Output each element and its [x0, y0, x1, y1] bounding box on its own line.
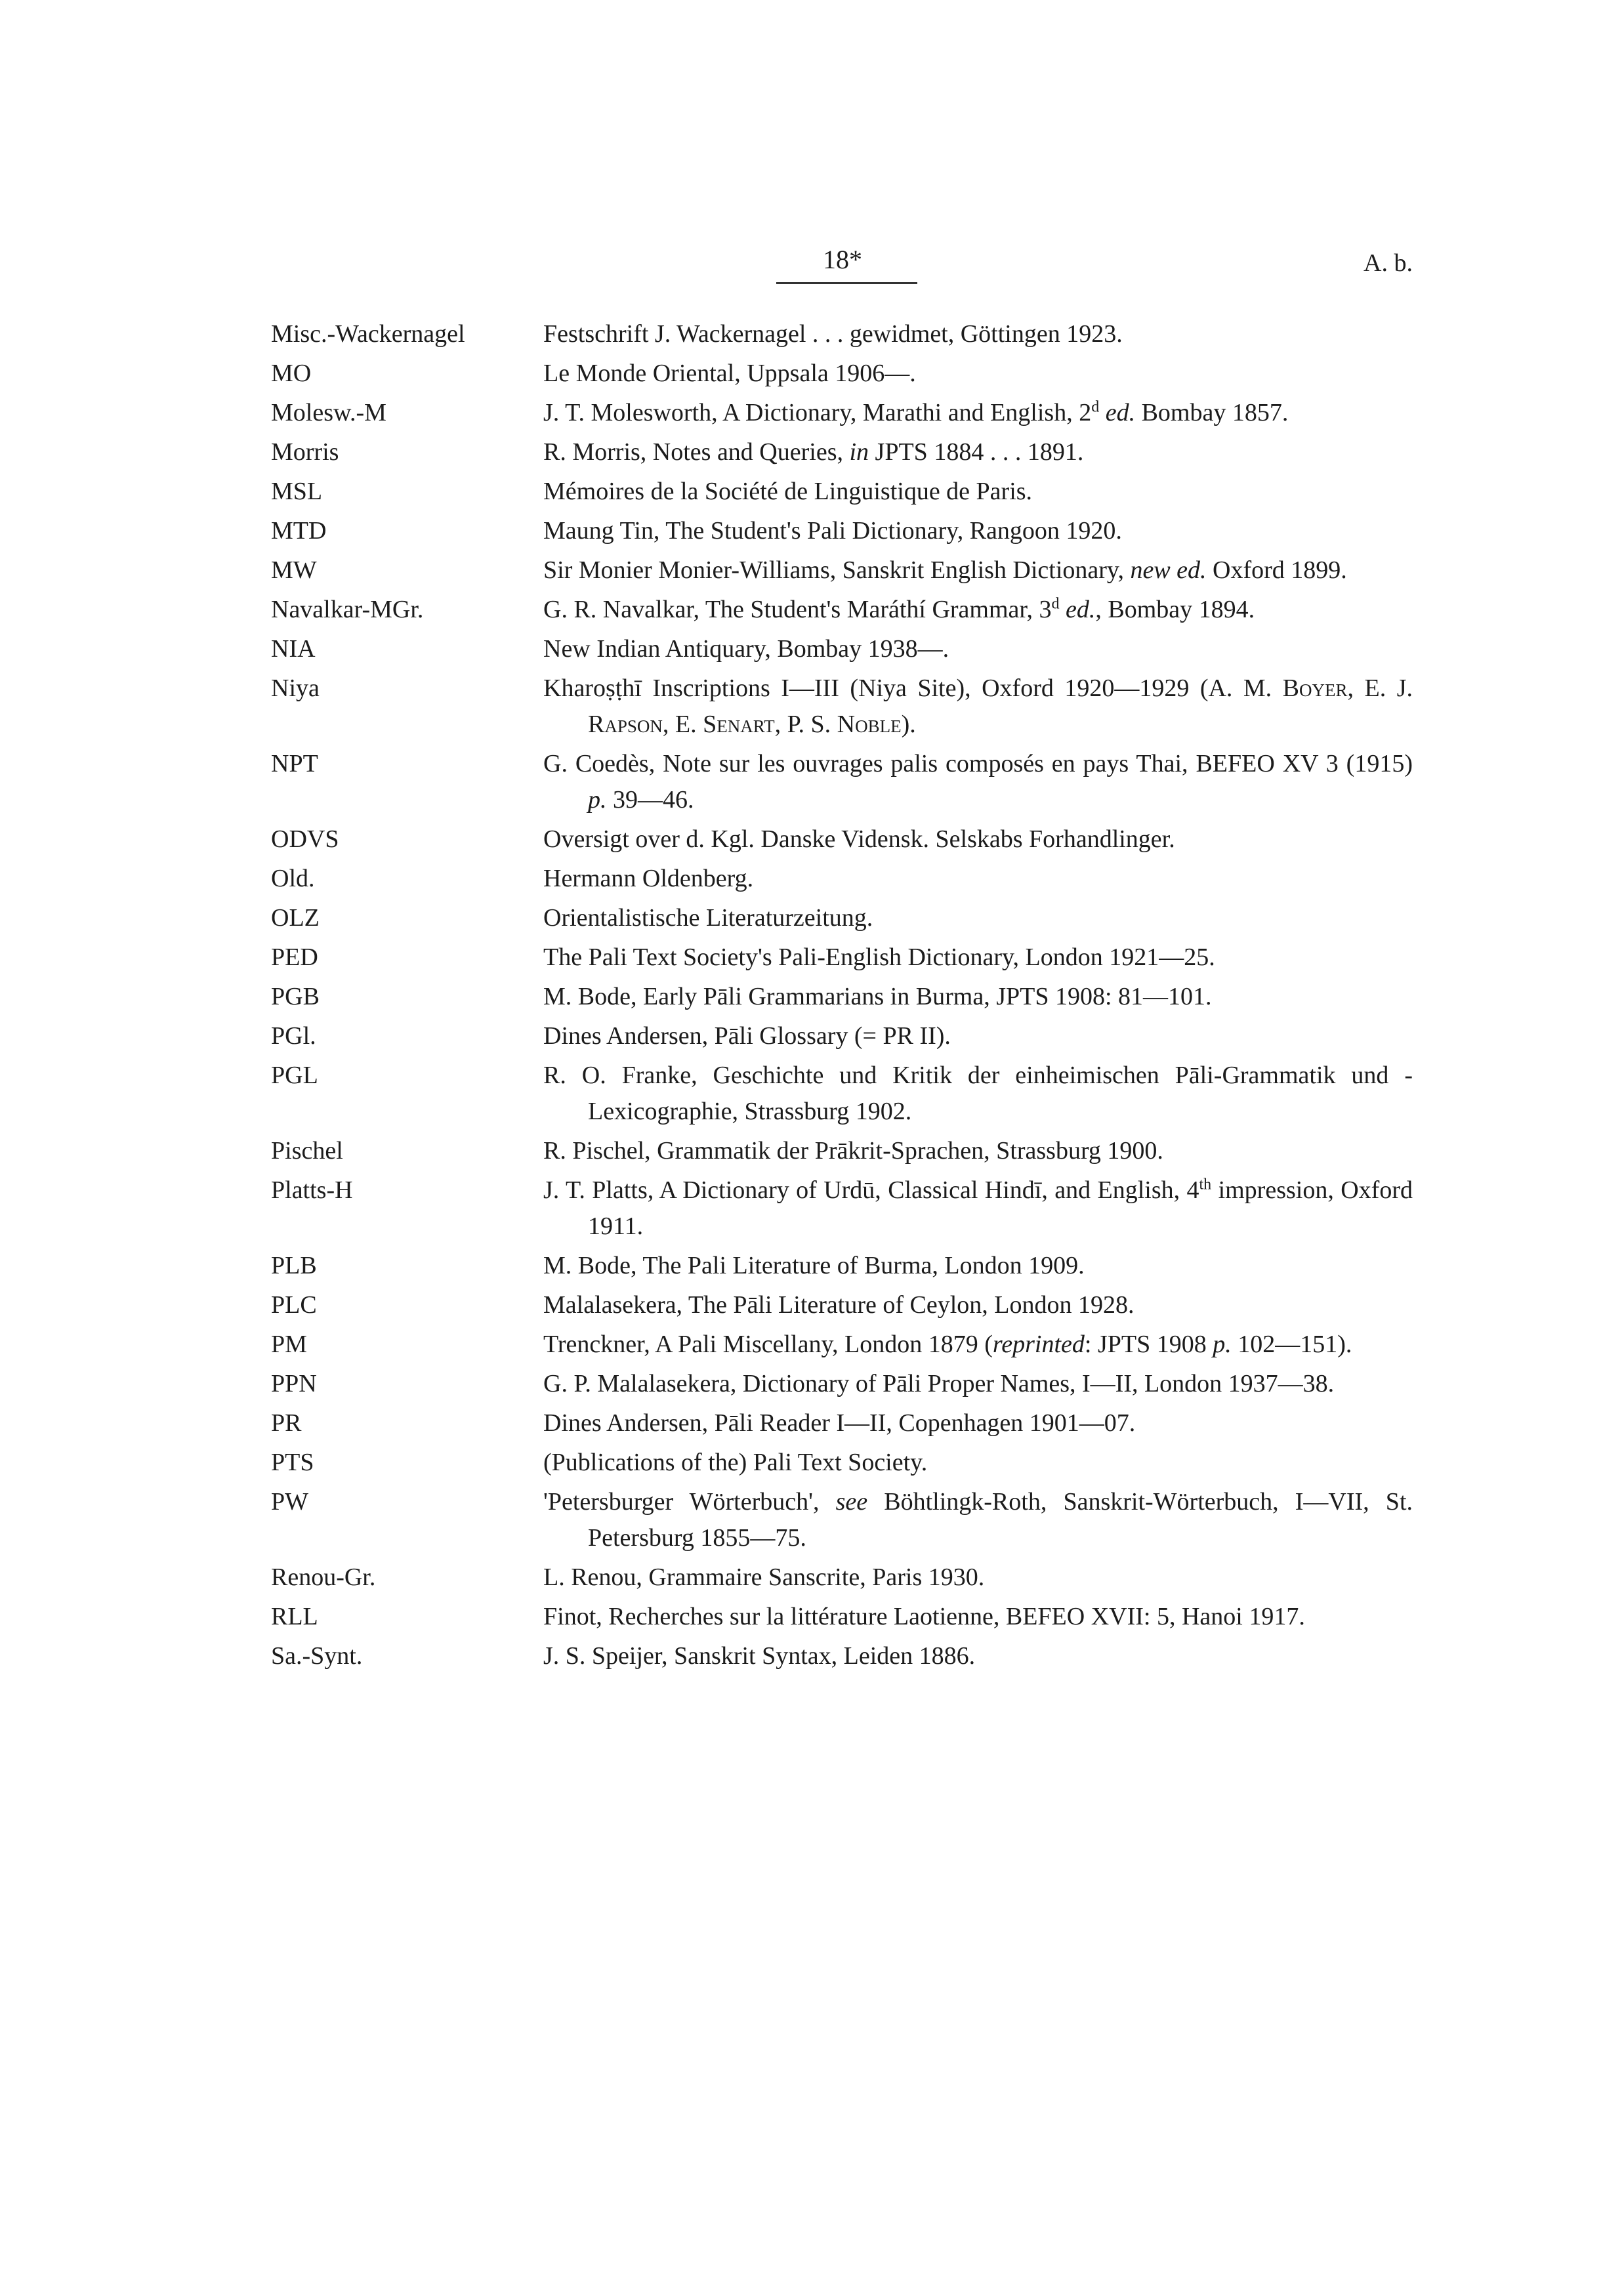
reference-segment: 102—151). [1231, 1331, 1352, 1358]
abbreviation-entry [271, 356, 1413, 392]
reference-sc-segment: Boyer [1282, 674, 1348, 702]
reference-segment: M. Bode, The Pali Literature of Burma, London 1909. [543, 1252, 1085, 1279]
reference-segment: Hermann Oldenberg. [543, 865, 754, 892]
reference-it-segment: in [849, 438, 869, 466]
abbreviation-entry [271, 1484, 1413, 1556]
reference-text [543, 434, 1413, 470]
abbreviation-entry [271, 395, 1413, 431]
abbreviation: NIA [271, 635, 316, 663]
reference-segment: Maung Tin, The Student's Pali Dictionary, Rangoon 1920. [543, 517, 1122, 545]
abbreviation: Navalkar-MGr. [271, 596, 424, 623]
abbreviation-entry [271, 1018, 1413, 1054]
reference-text [543, 1018, 1413, 1054]
abbreviation: PR [271, 1409, 302, 1437]
reference-segment: J. T. Molesworth, A Dictionary, Marathi and English, 2 [543, 399, 1092, 426]
reference-segment: : JPTS 1908 [1084, 1331, 1213, 1358]
reference-text [543, 1248, 1413, 1284]
abbreviation: MTD [271, 517, 327, 545]
reference-text [543, 940, 1413, 976]
abbreviation: MO [271, 360, 312, 387]
abbreviation: PLC [271, 1291, 317, 1319]
abbreviation: Sa.-Synt. [271, 1642, 363, 1670]
reference-segment: impression, Oxford 1911. [588, 1176, 1413, 1240]
abbreviation: NPT [271, 750, 318, 777]
reference-text [543, 1638, 1413, 1674]
reference-text [543, 592, 1413, 628]
abbreviation-list [271, 316, 1413, 1678]
abbreviation-entry [271, 1058, 1413, 1130]
reference-segment: Oversigt over d. Kgl. Danske Vidensk. Selskabs Forhandlinger. [543, 825, 1175, 853]
reference-it-segment: ed. [1105, 399, 1136, 426]
reference-segment: Mémoires de la Société de Linguistique de Paris. [543, 478, 1033, 505]
abbreviation: PM [271, 1331, 307, 1358]
abbreviation-entry [271, 821, 1413, 858]
reference-segment: Malalasekera, The Pāli Literature of Ceylon, London 1928. [543, 1291, 1135, 1319]
reference-segment: G. R. Navalkar, The Student's Maráthí Grammar, 3 [543, 596, 1052, 623]
reference-text [543, 1405, 1413, 1441]
abbreviation: Platts-H [271, 1176, 353, 1204]
reference-text [543, 1484, 1413, 1556]
abbreviation-entry [271, 746, 1413, 818]
abbreviation-entry [271, 1405, 1413, 1441]
abbreviation: Molesw.-M [271, 399, 386, 426]
reference-segment [1060, 596, 1066, 623]
reference-segment: 'Petersburger Wörterbuch', [543, 1488, 836, 1516]
reference-segment: J. S. Speijer, Sanskrit Syntax, Leiden 1886. [543, 1642, 976, 1670]
reference-segment: Kharoṣṭhī Inscriptions I—III (Niya Site), Oxford 1920—1929 (A. M. [543, 674, 1283, 702]
abbreviation: PPN [271, 1370, 317, 1397]
reference-sup-segment: th [1199, 1176, 1212, 1193]
reference-segment: Orientalistische Literaturzeitung. [543, 904, 873, 932]
reference-sup-segment: d [1051, 595, 1060, 613]
reference-segment [1099, 399, 1106, 426]
reference-text [543, 1058, 1413, 1130]
abbreviation: Niya [271, 674, 320, 702]
reference-text [543, 474, 1413, 510]
abbreviation-entry [271, 900, 1413, 936]
reference-segment: R. Pischel, Grammatik der Prākrit-Sprachen, Strassburg 1900. [543, 1137, 1163, 1165]
reference-text [543, 861, 1413, 897]
reference-segment: New Indian Antiquary, Bombay 1938—. [543, 635, 949, 663]
abbreviation: OLZ [271, 904, 320, 932]
reference-segment: J. T. Platts, A Dictionary of Urdū, Classical Hindī, and English, 4 [543, 1176, 1199, 1204]
reference-sc-segment: Senart [703, 711, 775, 738]
reference-segment: JPTS 1884 . . . 1891. [869, 438, 1084, 466]
abbreviation-entry [271, 474, 1413, 510]
reference-text [543, 552, 1413, 589]
reference-text [543, 1287, 1413, 1323]
page-number: 18* [823, 245, 862, 274]
abbreviation-entry [271, 1133, 1413, 1169]
reference-segment: Sir Monier Monier-Williams, Sanskrit English Dictionary, [543, 556, 1131, 584]
abbreviation-entry [271, 1172, 1413, 1245]
abbreviation: PTS [271, 1449, 314, 1476]
abbreviation-entry [271, 1560, 1413, 1596]
abbreviation: PGB [271, 983, 320, 1010]
reference-text [543, 513, 1413, 549]
abbreviation-entry [271, 1445, 1413, 1481]
reference-segment: Trenckner, A Pali Miscellany, London 1879 ( [543, 1331, 993, 1358]
page-number-rule [776, 282, 917, 284]
reference-it-segment: new ed. [1130, 556, 1207, 584]
reference-segment: R. Morris, Notes and Queries, [543, 438, 850, 466]
abbreviation-entry [271, 434, 1413, 470]
abbreviation: MSL [271, 478, 323, 505]
reference-it-segment: reprinted [992, 1331, 1085, 1358]
reference-segment: L. Renou, Grammaire Sanscrite, Paris 1930. [543, 1563, 985, 1591]
abbreviation-entry [271, 592, 1413, 628]
reference-segment: Oxford 1899. [1206, 556, 1347, 584]
abbreviation-entry [271, 1638, 1413, 1674]
abbreviation-entry [271, 979, 1413, 1015]
abbreviation-entry [271, 316, 1413, 352]
reference-it-segment: p. [588, 786, 607, 814]
abbreviation: Renou-Gr. [271, 1563, 376, 1591]
reference-text [543, 316, 1413, 352]
reference-sc-segment: Rapson [588, 711, 663, 738]
reference-text [543, 1133, 1413, 1169]
abbreviation: Misc.-Wackernagel [271, 320, 465, 348]
abbreviation: Old. [271, 865, 315, 892]
reference-text [543, 1327, 1413, 1363]
abbreviation-entry [271, 861, 1413, 897]
abbreviation: PGL [271, 1062, 318, 1089]
reference-text [543, 356, 1413, 392]
reference-segment: G. Coedès, Note sur les ouvrages palis composés en pays Thai, BEFEO XV 3 (1915) [543, 750, 1413, 777]
reference-it-segment: p. [1213, 1331, 1232, 1358]
abbreviation: RLL [271, 1603, 318, 1630]
abbreviation-entry [271, 513, 1413, 549]
abbreviation-entry [271, 1599, 1413, 1635]
reference-sc-segment: Noble [837, 711, 902, 738]
reference-text [543, 821, 1413, 858]
abbreviation: PGl. [271, 1022, 316, 1050]
reference-segment: G. P. Malalasekera, Dictionary of Pāli Proper Names, I—II, London 1937—38. [543, 1370, 1335, 1397]
reference-text [543, 979, 1413, 1015]
abbreviation-entry [271, 552, 1413, 589]
abbreviation: MW [271, 556, 317, 584]
reference-text [543, 631, 1413, 667]
reference-segment: Böhtlingk-Roth, Sanskrit-Wörterbuch, I—VII, St. Petersburg 1855—75. [588, 1488, 1413, 1552]
reference-segment: Dines Andersen, Pāli Glossary (= PR II). [543, 1022, 951, 1050]
reference-segment: , P. S. [774, 711, 837, 738]
reference-text [543, 395, 1413, 431]
reference-segment: ). [901, 711, 916, 738]
abbreviation-entry [271, 1366, 1413, 1402]
abbreviation: PW [271, 1488, 308, 1516]
abbreviation-entry [271, 1248, 1413, 1284]
reference-segment: Le Monde Oriental, Uppsala 1906—. [543, 360, 916, 387]
reference-text [543, 1366, 1413, 1402]
abbreviation-entry [271, 1287, 1413, 1323]
reference-segment: , E. [662, 711, 703, 738]
reference-segment: Festschrift J. Wackernagel . . . gewidmet, Göttingen 1923. [543, 320, 1123, 348]
reference-segment: M. Bode, Early Pāli Grammarians in Burma, JPTS 1908: 81—101. [543, 983, 1212, 1010]
abbreviation: Morris [271, 438, 339, 466]
reference-text [543, 900, 1413, 936]
abbreviation-entry [271, 631, 1413, 667]
reference-segment: 39—46. [606, 786, 694, 814]
reference-segment: Finot, Recherches sur la littérature Laotienne, BEFEO XVII: 5, Hanoi 1917. [543, 1603, 1305, 1630]
abbreviation: PED [271, 943, 318, 971]
abbreviation: ODVS [271, 825, 339, 853]
reference-segment: (Publications of the) Pali Text Society. [543, 1449, 928, 1476]
reference-segment: R. O. Franke, Geschichte und Kritik der einheimischen Pāli-Grammatik und -Lexicographie, Strassburg 1902. [543, 1062, 1413, 1125]
reference-segment: Dines Andersen, Pāli Reader I—II, Copenhagen 1901—07. [543, 1409, 1136, 1437]
abbreviation: Pischel [271, 1137, 343, 1165]
reference-segment: The Pali Text Society's Pali-English Dictionary, London 1921—25. [543, 943, 1215, 971]
reference-segment: Bombay 1857. [1135, 399, 1289, 426]
reference-segment: , E. J. [1347, 674, 1413, 702]
abbreviation-entry [271, 671, 1413, 743]
abbreviation: PLB [271, 1252, 317, 1279]
reference-text [543, 1560, 1413, 1596]
reference-text [543, 746, 1413, 818]
abbreviation-entry [271, 1327, 1413, 1363]
reference-text [543, 1172, 1413, 1245]
reference-sup-segment: d [1091, 398, 1100, 416]
reference-text [543, 671, 1413, 743]
abbreviation-entry [271, 940, 1413, 976]
section-mark: A. b. [1364, 249, 1413, 277]
reference-segment: , Bombay 1894. [1095, 596, 1255, 623]
reference-it-segment: see [835, 1488, 868, 1516]
reference-it-segment: ed. [1066, 596, 1096, 623]
reference-text [543, 1445, 1413, 1481]
reference-text [543, 1599, 1413, 1635]
